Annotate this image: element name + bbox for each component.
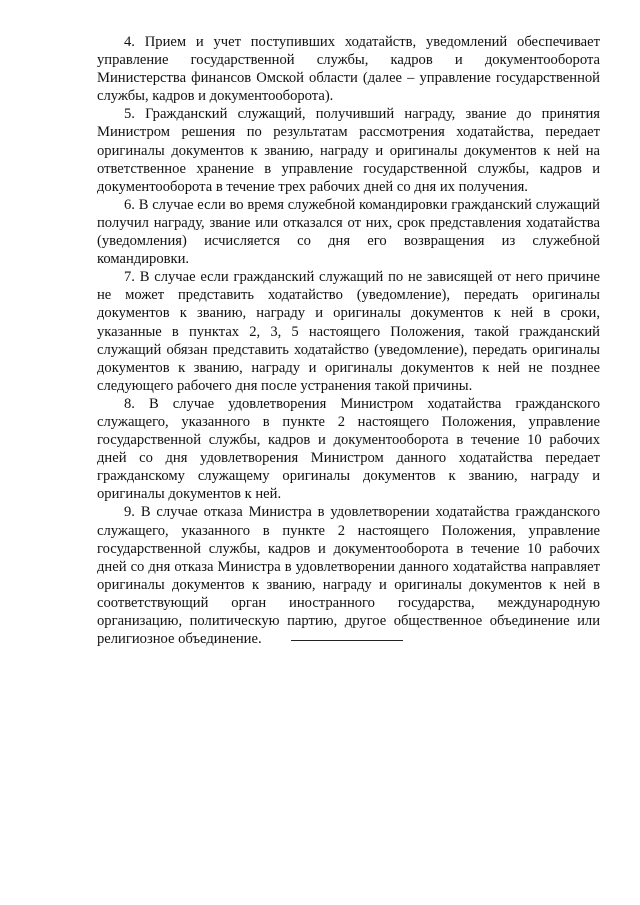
paragraph-9: 9. В случае отказа Министра в удовлетворении ходатайства гражданского служащего, указанного в пункте 2 настоящего Положения, управление государственной службы, кадров и документооборота в течение 10 рабочих дней со дня отказа Министра в удовлетворении данного ходатайства направляет оригиналы документов к званию, награду и оригиналы документов к ней в соответствующий орган иностранного государства, международную организацию, политическую партию, другое общественное объединение или религиозное объединение. xyxy=(97,504,600,648)
paragraph-6: 6. В случае если во время служебной командировки гражданский служащий получил награду, звание или отказался от них, срок представления ходатайства (уведомления) исчисляется со дня его возвращения из служебной командировки. xyxy=(97,196,600,268)
paragraph-8: 8. В случае удовлетворения Министром ходатайства гражданского служащего, указанного в пункте 2 настоящего Положения, управление государственной службы, кадров и документооборота в течение 10 рабочих дней со дня удовлетворения Министром данного ходатайства передает гражданскому служащему оригиналы документов к званию, награду и оригиналы документов к ней. xyxy=(97,395,600,503)
paragraph-5: 5. Гражданский служащий, получивший награду, звание до принятия Министром решения по результатам рассмотрения ходатайства, передает оригиналы документов к званию, награду и оригиналы документов к ней на ответственное хранение в управление государственной службы, кадров и документооборота в течение трех рабочих дней со дня их получения. xyxy=(97,106,600,195)
paragraph-7: 7. В случае если гражданский служащий по не зависящей от него причине не может представить ходатайство (уведомление), передать оригиналы документов к званию, награду и оригиналы документов к ней в сроки, указанные в пунктах 2, 3, 5 настоящего Положения, такой гражданский служащий обязан представить ходатайство (уведомление), передать оригиналы документов к званию, награду и оригиналы документов к ней не позднее следующего рабочего дня после устранения такой причины. xyxy=(97,269,600,394)
paragraph-4: 4. Прием и учет поступивших ходатайств, уведомлений обеспечивает управление государственной службы, кадров и документооборота Министерства финансов Омской области (далее – управление государственной службы, кадров и документооборота). xyxy=(97,34,600,105)
document-page xyxy=(97,33,600,648)
end-of-document-line xyxy=(291,640,403,641)
